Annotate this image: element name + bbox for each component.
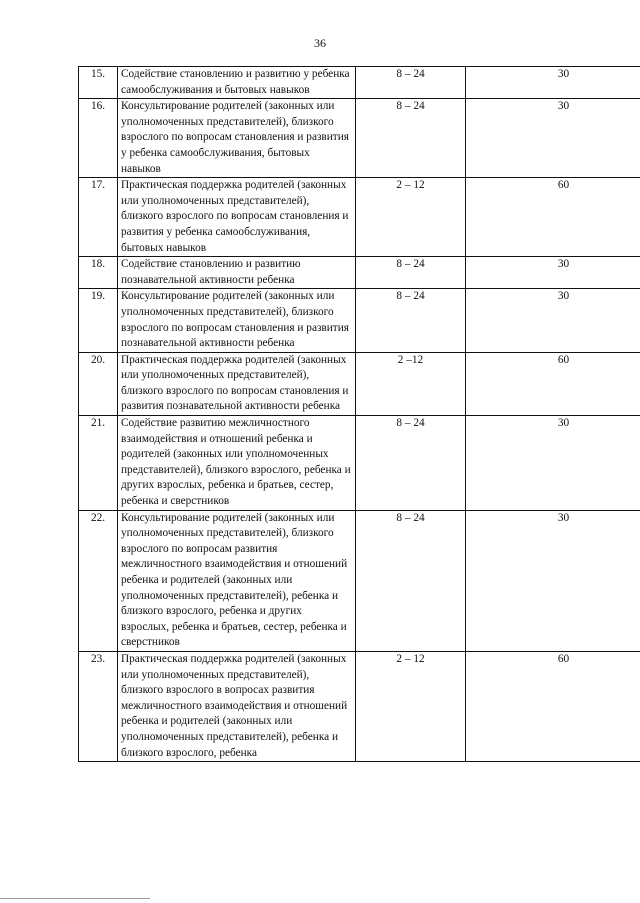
age-range: 8 – 24 bbox=[356, 416, 466, 511]
service-name: Содействие развитию межличностного взаимодействия и отношений ребенка и родителей (законных или уполномоченных представителей), близкого взрослого, ребенка и других взрослых, ребенка и братьев, сестер, ребенка и сверстников bbox=[118, 416, 356, 511]
service-name: Содействие становлению и развитию у ребенка самообслуживания и бытовых навыков bbox=[118, 67, 356, 99]
service-name: Консультирование родителей (законных или уполномоченных представителей), близкого взрослого по вопросам становления и развития у ребенка самообслуживания, бытовых навыков bbox=[118, 99, 356, 178]
duration: 60 bbox=[466, 651, 640, 761]
duration: 30 bbox=[466, 67, 640, 99]
age-range: 8 – 24 bbox=[356, 67, 466, 99]
row-number: 22. bbox=[79, 510, 118, 651]
service-name: Практическая поддержка родителей (законных или уполномоченных представителей), близкого взрослого по вопросам становления и развития у ребенка самообслуживания, бытовых навыков bbox=[118, 178, 356, 257]
row-number: 15. bbox=[79, 67, 118, 99]
row-number: 20. bbox=[79, 352, 118, 415]
age-range: 2 –12 bbox=[356, 352, 466, 415]
duration: 30 bbox=[466, 289, 640, 352]
service-name: Консультирование родителей (законных или уполномоченных представителей), близкого взрослого по вопросам развития межличностного взаимодействия и отношений ребенка и родителей (законных или уполномоченных представителей), ребенка и близкого взрослого, ребенка и других взрослых, ребенка и братьев, сестер, ребенка и сверстников bbox=[118, 510, 356, 651]
table-row bbox=[79, 352, 640, 415]
bottom-rule bbox=[0, 898, 150, 899]
age-range: 2 – 12 bbox=[356, 178, 466, 257]
table-row bbox=[79, 416, 640, 511]
age-range: 8 – 24 bbox=[356, 289, 466, 352]
table-row bbox=[79, 651, 640, 761]
service-name: Практическая поддержка родителей (законных или уполномоченных представителей), близкого взрослого в вопросах развития межличностного взаимодействия и отношений ребенка и родителей (законных или уполномоченных представителей), ребенка и близкого взрослого, ребенка bbox=[118, 651, 356, 761]
service-name: Консультирование родителей (законных или уполномоченных представителей), близкого взрослого по вопросам становления и развития познавательной активности ребенка bbox=[118, 289, 356, 352]
duration: 30 bbox=[466, 257, 640, 289]
table-row bbox=[79, 510, 640, 651]
table-row bbox=[79, 257, 640, 289]
table-row bbox=[79, 67, 640, 99]
table-body bbox=[79, 67, 640, 762]
row-number: 21. bbox=[79, 416, 118, 511]
row-number: 17. bbox=[79, 178, 118, 257]
page-number: 36 bbox=[314, 36, 326, 50]
service-name: Практическая поддержка родителей (законных или уполномоченных представителей), близкого взрослого по вопросам становления и развития познавательной активности ребенка bbox=[118, 352, 356, 415]
services-table bbox=[78, 66, 640, 762]
table-row bbox=[79, 99, 640, 178]
duration: 60 bbox=[466, 352, 640, 415]
duration: 30 bbox=[466, 99, 640, 178]
table-row bbox=[79, 289, 640, 352]
age-range: 8 – 24 bbox=[356, 257, 466, 289]
row-number: 23. bbox=[79, 651, 118, 761]
duration: 30 bbox=[466, 510, 640, 651]
duration: 30 bbox=[466, 416, 640, 511]
service-name: Содействие становлению и развитию познавательной активности ребенка bbox=[118, 257, 356, 289]
duration: 60 bbox=[466, 178, 640, 257]
row-number: 19. bbox=[79, 289, 118, 352]
table-row bbox=[79, 178, 640, 257]
age-range: 8 – 24 bbox=[356, 99, 466, 178]
row-number: 18. bbox=[79, 257, 118, 289]
age-range: 2 – 12 bbox=[356, 651, 466, 761]
age-range: 8 – 24 bbox=[356, 510, 466, 651]
row-number: 16. bbox=[79, 99, 118, 178]
